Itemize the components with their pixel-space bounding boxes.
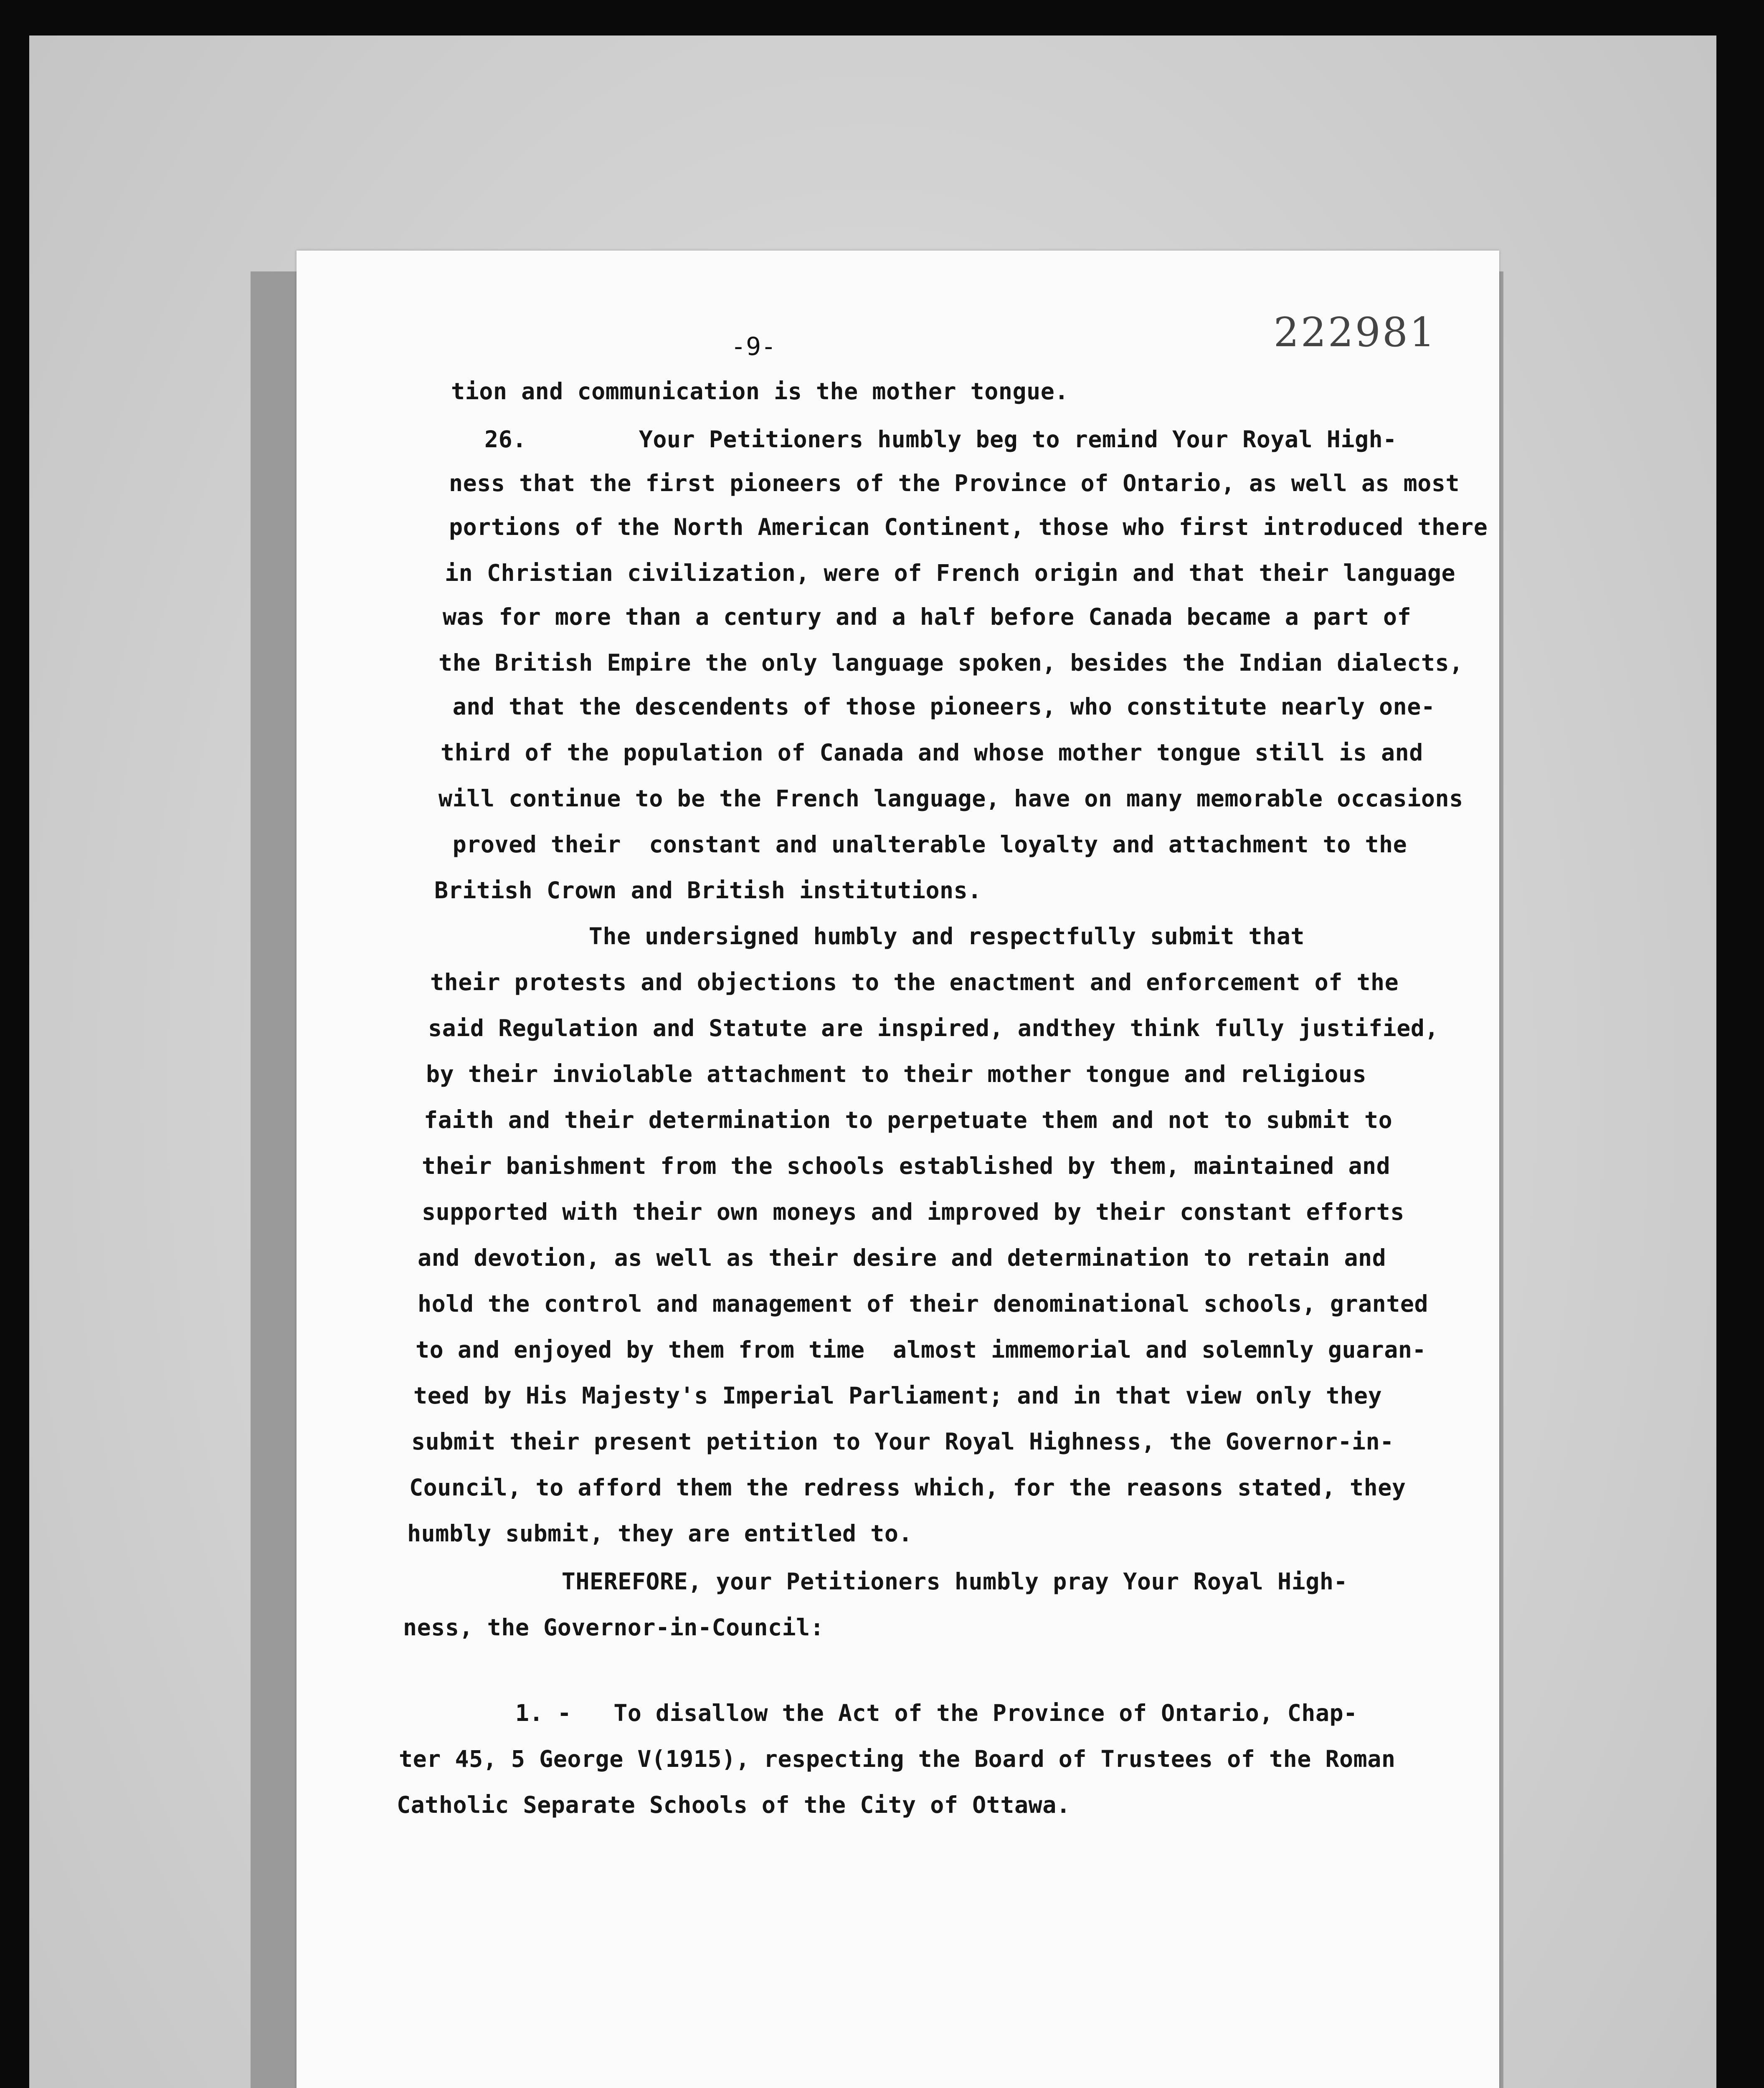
text-line: Catholic Separate Schools of the City of Ottawa. [397,1792,1071,1818]
text-line: said Regulation and Statute are inspired, andthey think fully justified, [428,1015,1439,1041]
text-line: faith and their determination to perpetuate them and not to submit to [424,1107,1393,1133]
text-line: will continue to be the French language, have on many memorable occasions [438,785,1463,812]
text-line: Council, to afford them the redress which, for the reasons stated, they [409,1474,1406,1501]
text-line: their protests and objections to the enactment and enforcement of the [430,969,1399,996]
text-line: proved their constant and unalterable loyalty and attachment to the [438,831,1407,858]
text-line: hold the control and management of their denominational schools, granted [418,1290,1429,1317]
text-line: the British Empire the only language spoken, besides the Indian dialects, [438,649,1463,676]
text-line: tion and communication is the mother tongue. [451,378,1069,405]
text-line: ness that the first pioneers of the Province of Ontario, as well as most [449,470,1460,497]
page-number: -9- [731,332,776,361]
text-line: by their inviolable attachment to their mother tongue and religious [426,1061,1367,1087]
text-line: supported with their own moneys and improved by their constant efforts [422,1199,1404,1225]
stamp-number: 222981 [1273,309,1437,356]
text-line: teed by His Majesty's Imperial Parliament; and in that view only they [413,1382,1382,1409]
text-line: in Christian civilization, were of French origin and that their language [445,560,1456,586]
text-line: portions of the North American Continent, those who first introduced there [449,514,1488,540]
text-line: The undersigned humbly and respectfully submit that [434,923,1305,950]
text-line: 26. Your Petitioners humbly beg to remind Your Royal High- [484,426,1397,453]
text-line: ness, the Governor-in-Council: [403,1614,824,1641]
text-line: and that the descendents of those pioneers, who constitute nearly one- [438,693,1435,720]
text-line: and devotion, as well as their desire and determination to retain and [418,1244,1386,1271]
text-line: to and enjoyed by them from time almost immemorial and solemnly guaran- [416,1336,1427,1363]
text-line: humbly submit, they are entitled to. [407,1520,913,1547]
text-line: submit their present petition to Your Royal Highness, the Governor-in- [411,1428,1394,1455]
text-line: THEREFORE, your Petitioners humbly pray Your Royal High- [407,1568,1348,1595]
text-line: third of the population of Canada and whose mother tongue still is and [441,739,1423,766]
text-line: British Crown and British institutions. [434,877,982,904]
text-line: their banishment from the schools established by them, maintained and [422,1153,1391,1179]
text-line: was for more than a century and a half before Canada became a part of [443,603,1412,630]
document-page [297,251,1499,2088]
text-line: 1. - To disallow the Act of the Province of Ontario, Chap- [403,1700,1358,1726]
text-line: ter 45, 5 George V(1915), respecting the Board of Trustees of the Roman [399,1746,1396,1772]
